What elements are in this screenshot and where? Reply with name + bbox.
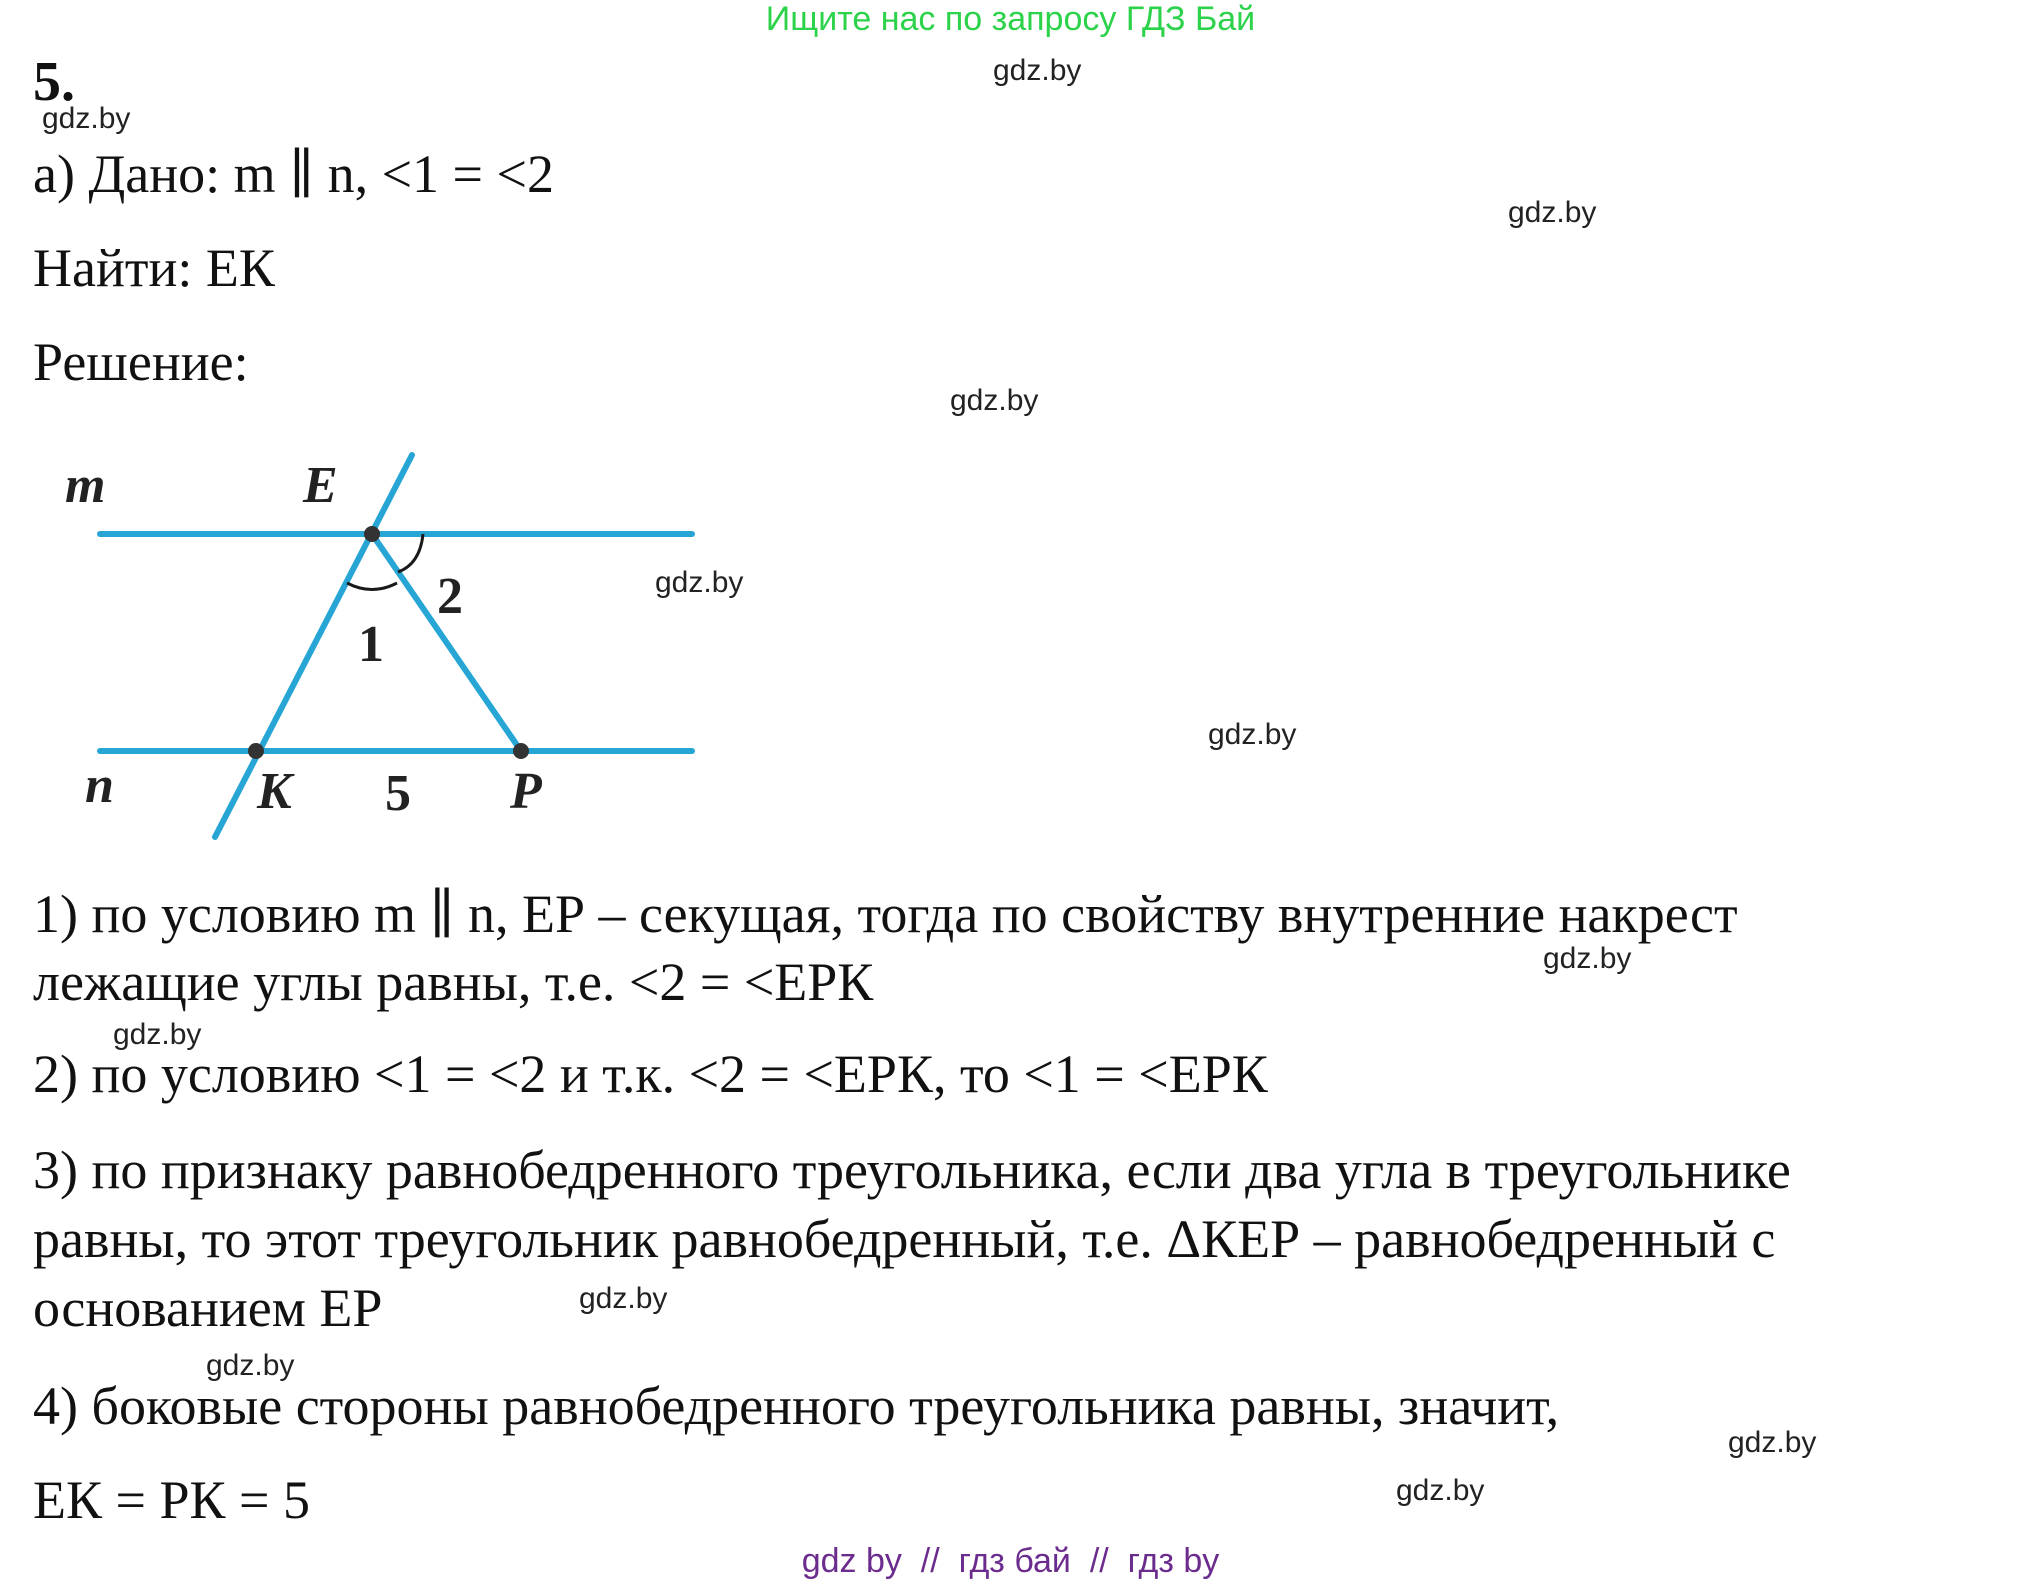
watermark: gdz.by — [1396, 1474, 1485, 1507]
geometry-diagram — [55, 440, 715, 850]
watermark: gdz.by — [42, 102, 131, 135]
watermark: gdz.by — [1508, 196, 1597, 229]
solution-label: Решение: — [33, 332, 249, 392]
label-angle-2: 2 — [437, 568, 463, 625]
step-3-line-2: равны, то этот треугольник равнобедренный, т.е. ΔКЕР – равнобедренный с — [33, 1209, 1776, 1269]
label-m: m — [65, 457, 106, 514]
watermark: gdz.by — [206, 1349, 295, 1382]
watermark: gdz.by — [113, 1018, 202, 1051]
segment-ep — [372, 534, 521, 751]
step-1-line-1: 1) по условию m ∥ n, ЕР – секущая, тогда по свойству внутренние накрест — [33, 884, 1738, 944]
step-3-line-3: основанием ЕР — [33, 1278, 383, 1338]
point-k — [248, 743, 264, 759]
step-4: 4) боковые стороны равнобедренного треугольника равны, значит, — [33, 1376, 1560, 1436]
step-1-line-2: лежащие углы равны, т.е. <2 = <ЕРК — [33, 952, 874, 1012]
label-k: K — [257, 763, 292, 820]
label-p: P — [510, 763, 542, 820]
label-e: E — [303, 457, 338, 514]
angle-1-arc — [347, 583, 397, 590]
label-kp-length: 5 — [385, 765, 411, 822]
angle-2-arc — [398, 534, 423, 572]
watermark: gdz.by — [579, 1282, 668, 1315]
point-e — [364, 526, 380, 542]
point-p — [513, 743, 529, 759]
watermark: gdz.by — [1728, 1426, 1817, 1459]
step-3-line-1: 3) по признаку равнобедренного треугольника, если два угла в треугольнике — [33, 1140, 1791, 1200]
task-number: 5. — [33, 51, 75, 113]
step-2: 2) по условию <1 = <2 и т.к. <2 = <ЕРК, то <1 = <ЕРК — [33, 1044, 1268, 1104]
label-n: n — [85, 757, 114, 814]
watermark: gdz.by — [655, 566, 744, 599]
watermark: gdz.by — [950, 384, 1039, 417]
answer-line: ЕК = РК = 5 — [33, 1470, 310, 1530]
given-line: а) Дано: m ∥ n, <1 = <2 — [33, 144, 554, 204]
watermark: gdz.by — [1208, 718, 1297, 751]
footer-links[interactable]: gdz by // гдз бай // гдз by — [801, 1542, 1220, 1580]
label-angle-1: 1 — [358, 616, 384, 673]
find-line: Найти: ЕК — [33, 238, 275, 298]
watermark: gdz.by — [1543, 942, 1632, 975]
watermark: gdz.by — [993, 54, 1082, 87]
search-banner[interactable]: Ищите нас по запросу ГДЗ Бай — [765, 0, 1256, 38]
